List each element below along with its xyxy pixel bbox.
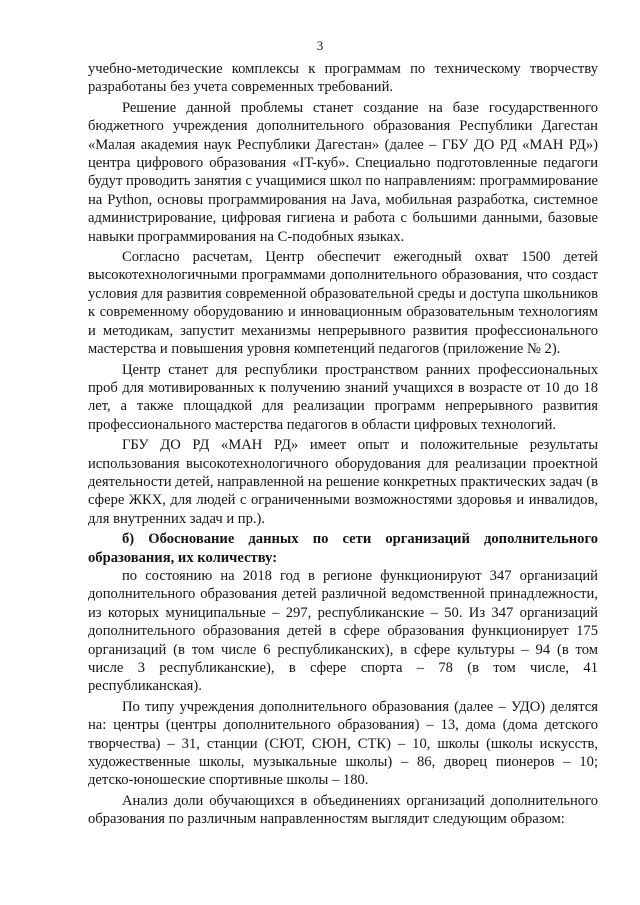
paragraph-it-cube-center: Решение данной проблемы станет создание на базе государственного бюджетного учреждения дополнительного образования Республики Дагестан «Малая академия наук Республики Дагестан» (далее – ГБУ ДО РД «МАН РД») центра цифрового образования «IT-куб». Специально подготовленные педагоги будут проводить занятия с учащимися школ по направлениям: программирование на Python, основы программирования на Java, мобильная разработка, системное администрирование, цифровая гигиена и работа с большими данными, базовые навыки программирования на С-подобных языках. xyxy=(88,99,598,245)
paragraph-institution-types: По типу учреждения дополнительного образования (далее – УДО) делятся на: центры (центры дополнительного образования) – 13, дома (дома детского творчества) – 31, станции (СЮТ, СЮН, СТК) – 10, школы (школы искусств, художественные школы, музыкальные школы) – 86, дворец пионеров – 10; детско-юношеские спортивные школы – 180. xyxy=(88,698,598,789)
document-body xyxy=(88,60,598,829)
paragraph-center-coverage: Согласно расчетам, Центр обеспечит ежегодный охват 1500 детей высокотехнологичными программами дополнительного образования, что создаст условия для развития современной образовательной среды и доступа школьников к современному оборудованию и инновационным образовательным технологиям и методикам, запустит механизмы непрерывного развития профессионального мастерства и повышения уровня компетенций педагогов (приложение № 2). xyxy=(88,249,598,358)
paragraph-center-role: Центр станет для республики пространством ранних профессиональных проб для мотивированных к получению знаний учащихся в возрасте от 10 до 18 лет, а также площадкой для реализации программ непрерывного развития профессионального мастерства педагогов в области цифровых технологий. xyxy=(88,361,598,433)
page-number: 3 xyxy=(316,38,324,53)
paragraph-intro-continuation: учебно-методические комплексы к программам по техническому творчеству разработаны без учета современных требований. xyxy=(88,61,598,96)
paragraph-organizations-count: по состоянию на 2018 год в регионе функционируют 347 организаций дополнительного образования детей различной ведомственной принадлежности, из которых муниципальные – 297, республиканские – 50. Из 347 организаций дополнительного образования детей в сфере образования функционирует 175 организаций (в том числе 6 республиканских), в сфере культуры – 94 (в том числе 3 республиканские), в сфере спорта – 78 (в том числе, 41 республиканская). xyxy=(88,567,598,695)
paragraph-analysis-intro: Анализ доли обучающихся в объединениях организаций дополнительного образования по различным направленностям выглядит следующим образом: xyxy=(88,792,598,828)
section-heading-network: б) Обоснование данных по сети организаций дополнительного образования, их количеству: xyxy=(88,531,598,566)
paragraph-man-rd-experience: ГБУ ДО РД «МАН РД» имеет опыт и положительные результаты использования высокотехнологичного оборудования для реализации проектной деятельности детей, направленной на решение конкретных практических задач (в сфере ЖКХ, для людей с ограниченными возможностями здоровья и инвалидов, для внутренних задач и пр.). xyxy=(88,437,598,527)
